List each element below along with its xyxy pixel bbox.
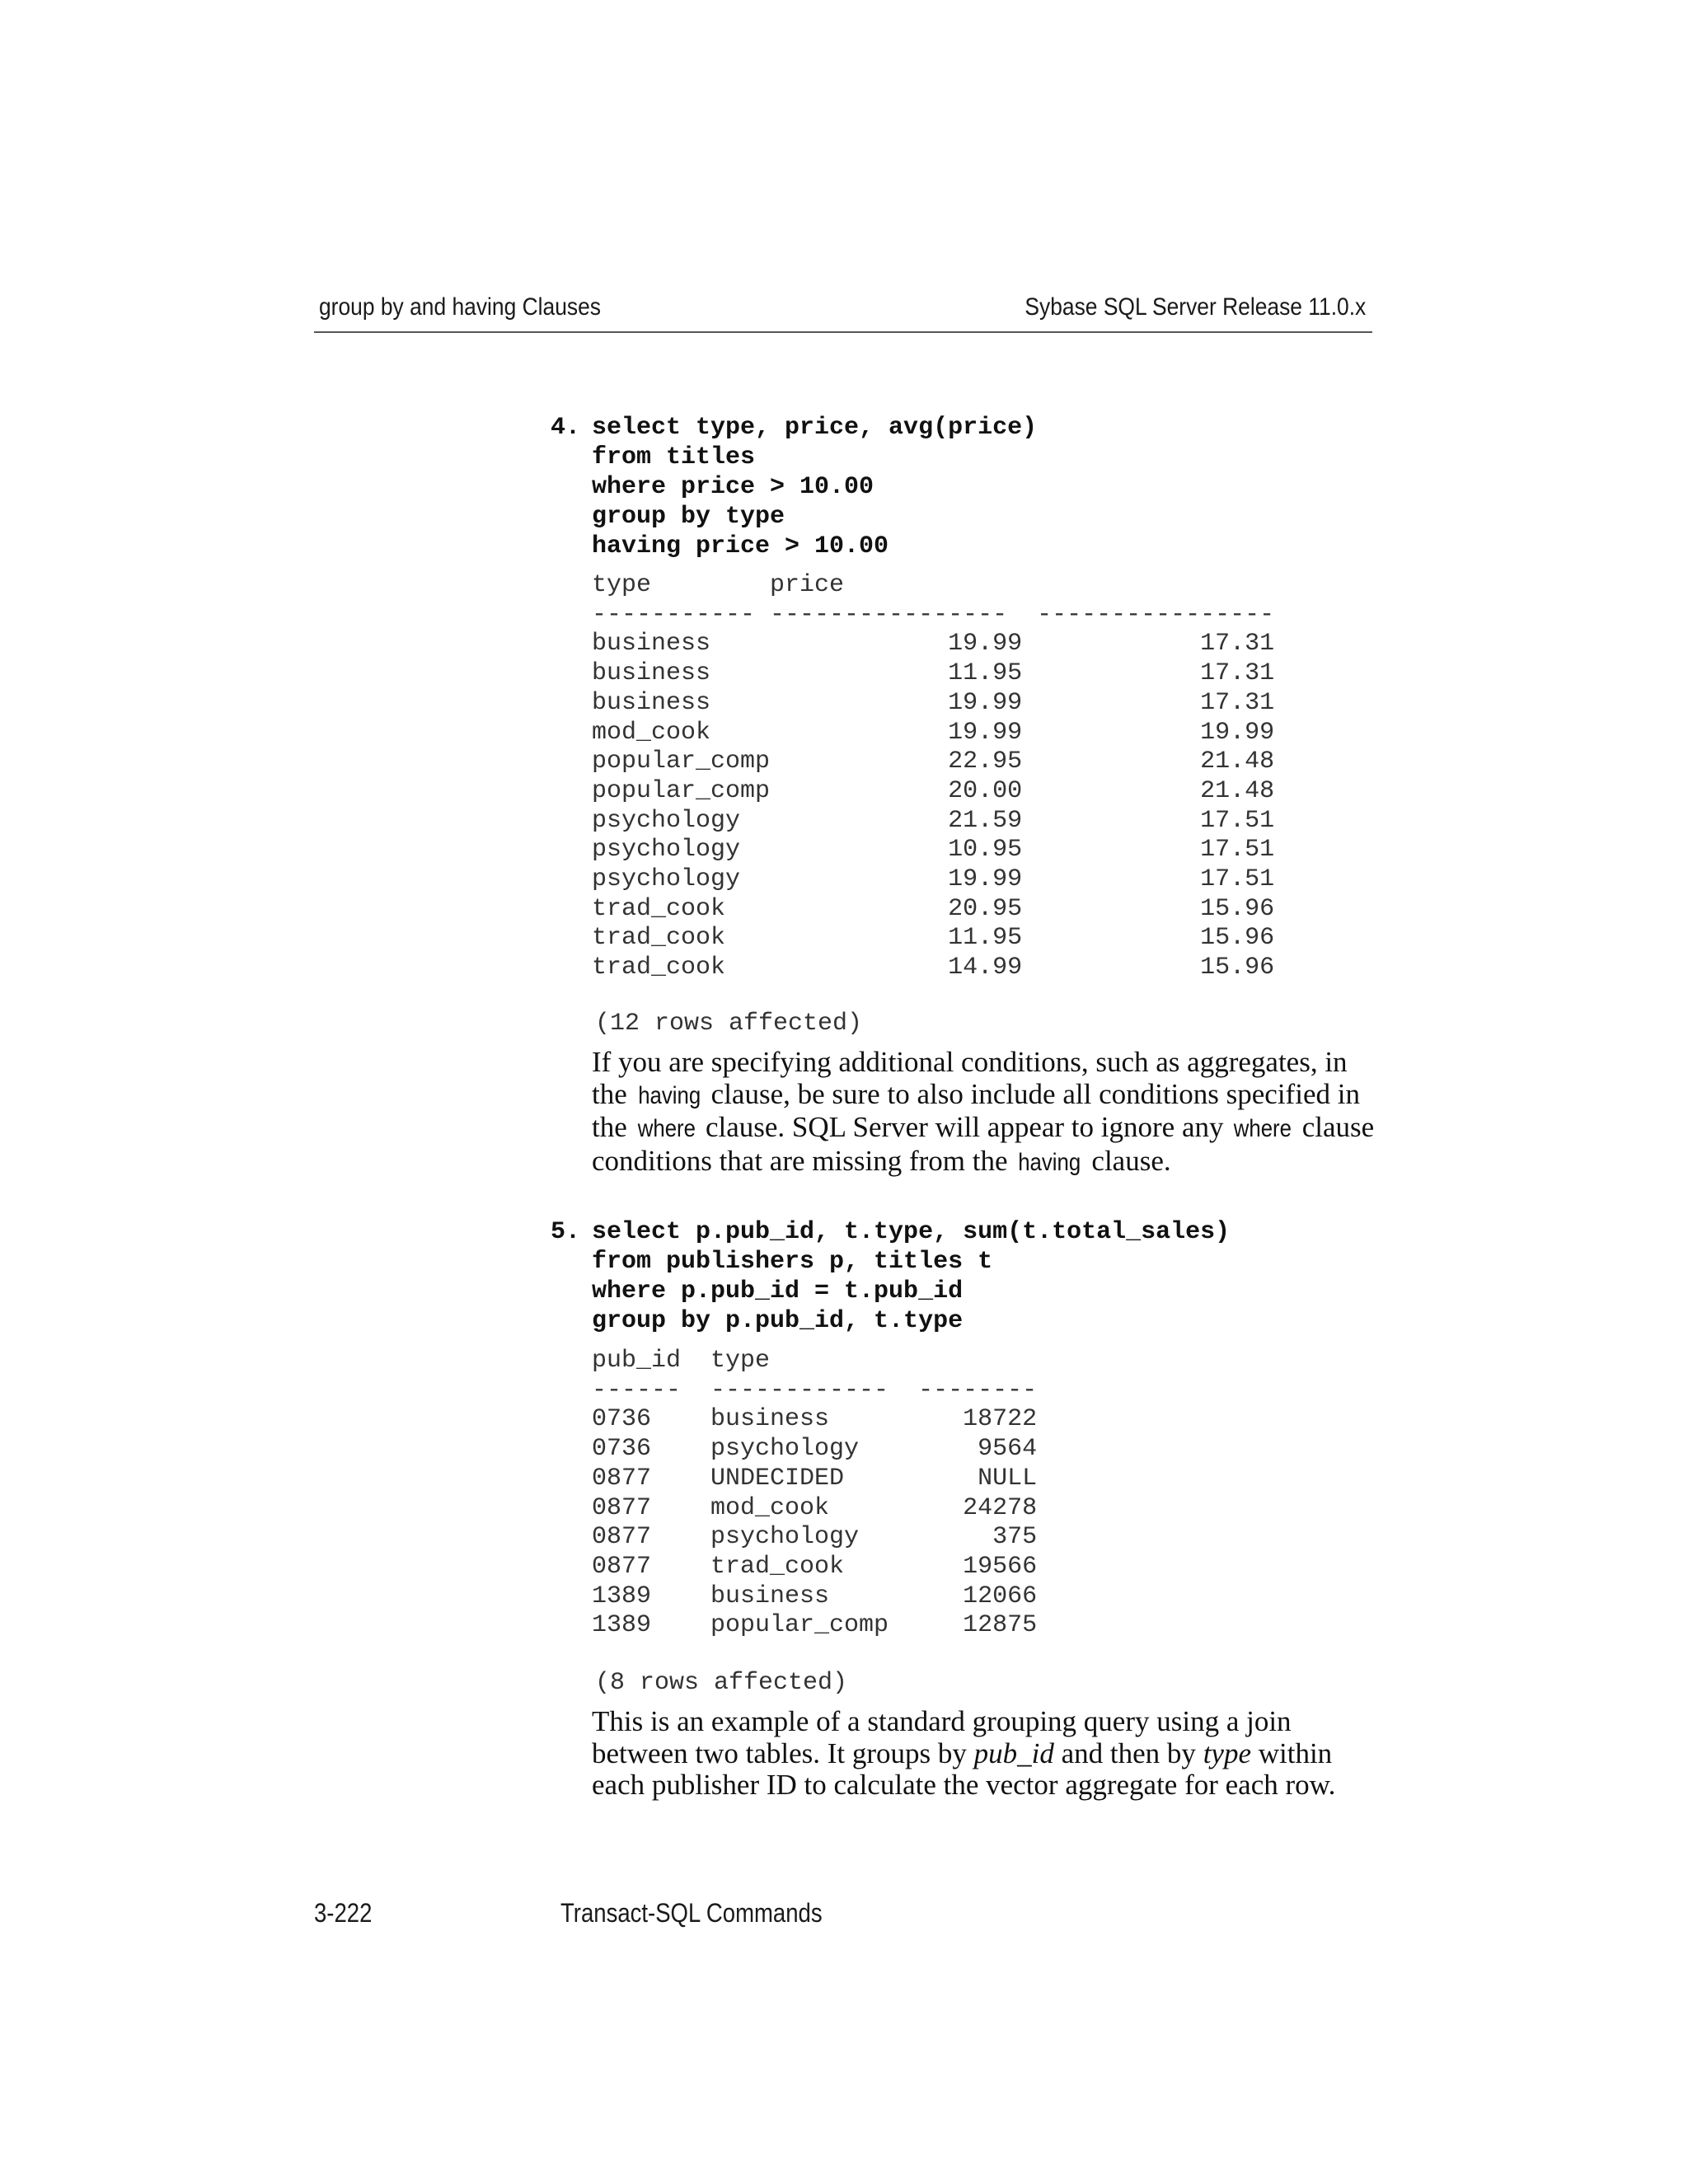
output-row: 0736 psychology 9564 xyxy=(592,1435,1038,1464)
output-row: trad_cook 14.99 15.96 xyxy=(592,954,1275,982)
code-line: having price > 10.00 xyxy=(592,532,889,560)
code-line: group by type xyxy=(592,503,785,531)
output-row: 0877 psychology 375 xyxy=(592,1523,1038,1552)
output-row: mod_cook 19.99 19.99 xyxy=(592,718,1275,747)
output-separator: ------ ------------ -------- xyxy=(592,1376,1038,1404)
keyword-having: having xyxy=(637,1081,701,1109)
page-number: 3-222 xyxy=(314,1898,373,1928)
keyword-having: having xyxy=(1018,1148,1081,1176)
output-row: trad_cook 11.95 15.96 xyxy=(592,924,1275,953)
example-5-number: 5. xyxy=(551,1218,581,1246)
header-product-release: Sybase SQL Server Release 11.0.x xyxy=(1025,293,1366,321)
output-separator: ----------- ---------------- ---------------- xyxy=(592,600,1275,629)
example-5-rows-affected: (8 rows affected) xyxy=(595,1669,848,1697)
output-row: business 11.95 17.31 xyxy=(592,659,1275,688)
output-header: type price xyxy=(592,571,845,599)
example-4-sql-code xyxy=(592,413,1037,561)
example-5-query-output xyxy=(592,1347,1037,1641)
output-row: 1389 popular_comp 12875 xyxy=(592,1611,1038,1640)
code-line: select type, price, avg(price) xyxy=(592,414,1038,442)
running-header xyxy=(314,288,1372,333)
output-header: pub_id type xyxy=(592,1347,771,1375)
output-row: 1389 business 12066 xyxy=(592,1582,1038,1610)
output-row: popular_comp 22.95 21.48 xyxy=(592,748,1275,776)
example-5-sql-code xyxy=(592,1217,1230,1336)
code-line: where p.pub_id = t.pub_id xyxy=(592,1277,964,1305)
example-5-explanation: This is an example of a standard grouping query using a join between two tables. It groups by pub_id and then by type within each publisher ID to calculate the vector aggregate for each row. xyxy=(592,1705,1336,1801)
example-4-explanation: If you are specifying additional conditions, such as aggregates, in the having clause, be sure to also include all conditions specified in the where clause. SQL Server will appear to ignore any where clause conditions that are missing from the having clause. xyxy=(592,1047,1383,1179)
footer-section-title: Transact-SQL Commands xyxy=(560,1898,823,1928)
code-line: select p.pub_id, t.type, sum(t.total_sales) xyxy=(592,1218,1231,1246)
output-row: business 19.99 17.31 xyxy=(592,630,1275,658)
code-line: group by p.pub_id, t.type xyxy=(592,1307,964,1335)
code-line: from publishers p, titles t xyxy=(592,1248,993,1276)
output-row: 0877 trad_cook 19566 xyxy=(592,1552,1038,1581)
output-row: 0877 mod_cook 24278 xyxy=(592,1493,1038,1522)
example-4-number: 4. xyxy=(551,414,581,442)
output-row: trad_cook 20.95 15.96 xyxy=(592,894,1275,923)
example-4-query-output xyxy=(592,571,1274,983)
code-line: where price > 10.00 xyxy=(592,473,874,501)
output-row: psychology 19.99 17.51 xyxy=(592,865,1275,894)
output-row: 0736 business 18722 xyxy=(592,1405,1038,1434)
output-row: business 19.99 17.31 xyxy=(592,688,1275,717)
output-row: 0877 UNDECIDED NULL xyxy=(592,1464,1038,1493)
example-4-rows-affected: (12 rows affected) xyxy=(595,1010,863,1038)
keyword-where: where xyxy=(1233,1115,1292,1142)
code-line: from titles xyxy=(592,443,756,471)
output-row: psychology 21.59 17.51 xyxy=(592,806,1275,835)
term-pub-id: pub_id xyxy=(973,1736,1054,1769)
output-row: popular_comp 20.00 21.48 xyxy=(592,776,1275,805)
header-section-title: group by and having Clauses xyxy=(319,293,601,321)
term-type: type xyxy=(1203,1736,1251,1769)
keyword-where: where xyxy=(637,1115,696,1142)
output-row: psychology 10.95 17.51 xyxy=(592,836,1275,865)
